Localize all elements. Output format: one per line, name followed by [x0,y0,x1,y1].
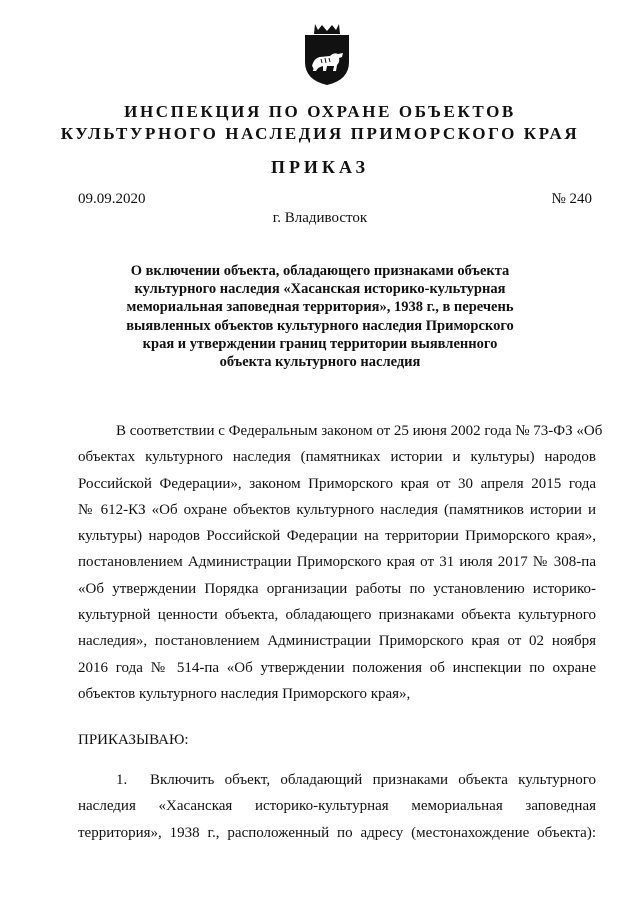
preamble-line: постановлением Администрации Приморского края от 31 июля 2017 № 308-па [78,554,596,571]
preamble-line: культуры) народов Российской Федерации на территории Приморского края», [78,528,596,545]
preamble-line: Российской Федерации», законом Приморского края от 30 апреля 2015 года [78,475,596,492]
document-date: 09.09.2020 [78,191,146,207]
organization-title-line-2: КУЛЬТУРНОГО НАСЛЕДИЯ ПРИМОРСКОГО КРАЯ [60,124,580,143]
document-city: г. Владивосток [272,210,368,226]
primorsky-krai-coat-of-arms-icon [301,22,353,86]
order-directive-word: ПРИКАЗЫВАЮ: [78,732,189,748]
order-item-line: территория», 1938 г., расположенный по адресу (местонахождение объекта): [78,824,596,841]
preamble-line: объектах культурного наследия (памятниках истории и культуры) народов [78,449,596,466]
subject-line: выявленных объектов культурного наследия Приморского [126,317,514,334]
order-item-line [78,767,596,793]
document-type-title: ПРИКАЗ [270,157,370,177]
order-item-number: 1. [116,772,128,788]
subject-line: мемориальная заповедная территория», 1938 г., в перечень [126,299,514,316]
order-item-line: наследия «Хасанская историко-культурная мемориальная заповедная [78,798,596,815]
preamble-line: объектов культурного наследия Приморского края», [78,685,411,702]
subject-line: О включении объекта, обладающего признаками объекта [130,263,510,279]
subject-line: культурного наследия «Хасанская историко-культурная [134,281,506,298]
document-number: № 240 [551,191,592,207]
order-item-text: Включить объект, обладающий признаками объекта культурного [150,772,596,788]
preamble-line: наследия», постановлением Администрации Приморского края от 02 ноября [78,633,596,650]
preamble-line: 2016 года № 514-па «Об утверждении положения об инспекции по охране [78,659,596,676]
order-item-1 [78,767,596,846]
preamble-line: В соответствии с Федеральным законом от 25 июня 2002 года № 73-ФЗ «Об [116,423,603,439]
subject-line: объекта культурного наследия [219,354,421,371]
preamble-line: культурной ценности объекта, обладающего признаками объекта культурного [78,607,596,624]
preamble-paragraph [78,418,603,707]
preamble-line: № 612-КЗ «Об охране объектов культурного наследия (памятников истории и [78,501,596,518]
preamble-line: «Об утверждении Порядка организации работы по установлению историко- [78,580,596,597]
organization-title-line-1: ИНСПЕКЦИЯ ПО ОХРАНЕ ОБЪЕКТОВ [124,102,516,121]
subject-line: края и утверждении границ территории выявленного [142,335,498,352]
order-subject [0,262,640,371]
